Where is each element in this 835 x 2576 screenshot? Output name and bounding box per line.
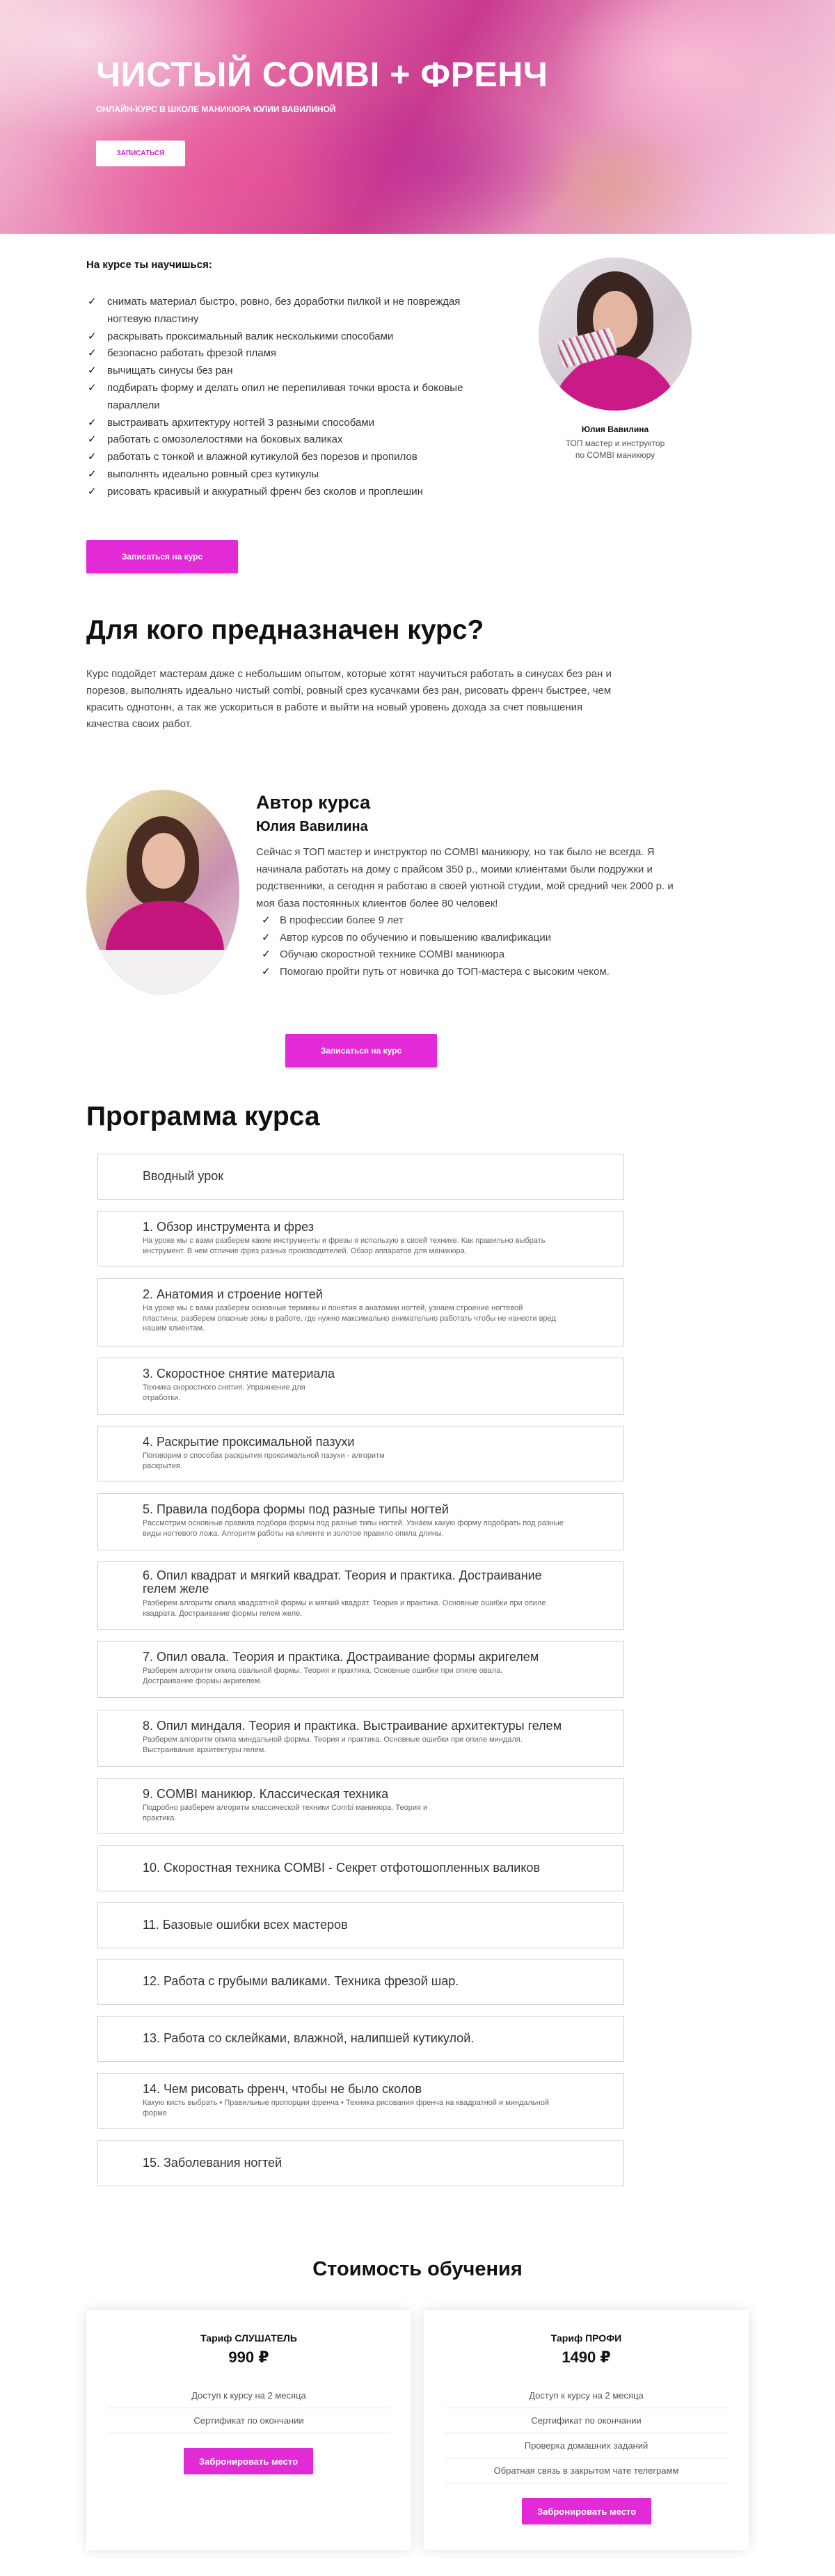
check-icon: ✓ [88, 468, 97, 480]
author-portrait [86, 790, 239, 994]
learn-item [86, 345, 504, 363]
achievement-text: Автор курсов по обучению и повышению квалификации [280, 931, 552, 944]
lesson-description: На уроке мы с вами разберем основные термины и понятия в анатомии ногтей, узнаем строение ногтевой пластины, разберем опасные зоны в работе, где нужно максимально внимательно работать чтобы не нанести вред нашим клиентам. [143, 1304, 556, 1333]
lesson-description: Какую кисть выбрать • Правильные пропорции френча • Техника рисования френча на квадратной и миндальной форме [143, 2099, 549, 2117]
lesson-title: 15. Заболевания ногтей [143, 2156, 283, 2170]
learn-item [86, 449, 504, 466]
check-icon: ✓ [88, 347, 97, 360]
author-caption-name: Юлия Вавилина [581, 424, 649, 434]
lesson-item[interactable] [97, 1561, 624, 1630]
lesson-title: 11. Базовые ошибки всех мастеров [143, 1918, 348, 1932]
lesson-description: Поговорим о способах раскрытия проксимальной пазухи - алгоритм раскрытия. [143, 1452, 385, 1470]
plan-feature: Доступ к курсу на 2 месяца [107, 2383, 390, 2408]
check-icon: ✓ [88, 416, 97, 429]
program-title: Программа курса [86, 1102, 320, 1131]
lesson-title: 13. Работа со склейками, влажной, налипшей кутикулой. [143, 2031, 475, 2045]
plan-feature: Сертификат по окончании [445, 2408, 728, 2433]
lesson-item[interactable] [97, 1278, 624, 1346]
signup-button[interactable]: Записаться на курс [86, 540, 238, 573]
lesson-title: 9. COMBI маникюр. Классическая техника [143, 1787, 389, 1801]
learn-item [86, 380, 504, 415]
author-role-line: по COMBI маникюру [575, 450, 655, 460]
lesson-description: Разберем алгоритм опила квадратной формы и мягкий квадрат. Теория и практика. Основные ошибки при опиле квадрата. Достраивание формы гелем желе. [143, 1599, 546, 1618]
achievement-item [262, 930, 610, 947]
check-icon: ✓ [262, 931, 271, 944]
learn-title: На курсе ты научишься: [86, 259, 212, 271]
plan-price: 1490 ₽ [562, 2348, 611, 2366]
check-icon: ✓ [88, 365, 97, 377]
lesson-title: 5. Правила подбора формы под разные типы ногтей [143, 1502, 449, 1516]
author-name: Юлия Вавилина [256, 819, 368, 834]
achievement-text: Обучаю скоростной технике COMBI маникюра [280, 948, 505, 960]
pricing-title: Стоимость обучения [312, 2258, 523, 2280]
plan-name: Тариф ПРОФИ [550, 2332, 622, 2344]
plan-feature: Доступ к курсу на 2 месяца [445, 2383, 728, 2408]
plan-feature: Проверка домашних заданий [445, 2433, 728, 2458]
lesson-title: 4. Раскрытие проксимальной пазухи [143, 1435, 355, 1449]
author-achievements [262, 912, 610, 980]
pricing-card-basic [86, 2310, 411, 2550]
lesson-title: 8. Опил миндаля. Теория и практика. Выстраивание архитектуры гелем [143, 1719, 562, 1733]
learn-item-text: безопасно работать фрезой пламя [107, 347, 277, 360]
lesson-item[interactable] [97, 1358, 624, 1415]
lesson-item[interactable] [97, 1493, 624, 1550]
pricing-card-pro [424, 2310, 749, 2550]
lesson-description: Разберем алгоритм опила миндальной формы. Теория и практика. Основные ошибки при опиле миндаля. Выстраивание архитектуры гелем. [143, 1735, 523, 1754]
learn-item-text: работать с тонкой и влажной кутикулой без порезов и пропилов [107, 451, 418, 463]
plan-feature: Сертификат по окончании [107, 2408, 390, 2433]
lesson-item[interactable] [97, 1154, 624, 1200]
achievement-text: Помогаю пройти путь от новичка до ТОП-мастера с высоким чеком. [280, 965, 610, 978]
learn-item-text: вычищать синусы без ран [107, 365, 233, 377]
lesson-item[interactable] [97, 1959, 624, 2005]
learn-item-text: рисовать красивый и аккуратный френч без сколов и проплешин [107, 485, 423, 498]
lesson-item[interactable] [97, 2016, 624, 2062]
lesson-title: 1. Обзор инструмента и фрез [143, 1220, 314, 1234]
lesson-description: Рассмотрим основные правила подбора формы под разные типы ногтей. Узнаем какую форму подобрать под разные виды ногтевого ложа. Алгоритм работы на клиенте и золотое правило опила длины. [143, 1519, 564, 1538]
lesson-title: 10. Скоростная техника COMBI - Секрет отфотошопленных валиков [143, 1861, 541, 1875]
achievement-text: В профессии более 9 лет [280, 914, 404, 926]
check-icon: ✓ [262, 965, 271, 978]
lesson-title: 2. Анатомия и строение ногтей [143, 1287, 323, 1301]
lesson-item[interactable] [97, 1710, 624, 1767]
lesson-description: На уроке мы с вами разберем какие инструменты и фрезы я использую в своей технике. Как правильно выбрать инструмент. В чем отличие фрез разных производителей. Обзор аппаратов для маникюра. [143, 1237, 546, 1255]
author-role-line: ТОП мастер и инструктор [565, 438, 665, 448]
lesson-title: 14. Чем рисовать френч, чтобы не было сколов [143, 2082, 422, 2096]
lesson-title: 3. Скоростное снятие материала [143, 1367, 335, 1381]
lesson-item[interactable] [97, 1211, 624, 1266]
plan-price: 990 ₽ [228, 2348, 269, 2366]
check-icon: ✓ [262, 948, 271, 960]
learn-item-text: работать с омозолелостями на боковых валиках [107, 434, 343, 446]
learn-item-text: подбирать форму и делать опил не перепиливая точки вроста и боковые параллели [107, 381, 463, 411]
learn-item [86, 294, 504, 328]
hero-subtitle: ОНЛАЙН-КУРС В ШКОЛЕ МАНИКЮРА ЮЛИИ ВАВИЛИНОЙ [96, 104, 336, 114]
book-button[interactable]: Забронировать место [522, 2498, 651, 2525]
lesson-title: Вводный урок [143, 1169, 224, 1183]
author-caption-role [539, 438, 692, 461]
lesson-item[interactable] [97, 1845, 624, 1891]
achievement-item [262, 912, 610, 930]
lesson-item[interactable] [97, 1902, 624, 1948]
for-whom-text: Курс подойдет мастерам даже с небольшим опытом, которые хотят научиться работать в синусах без ран и порезов, выполнять идеально чистый combi, ровный срез кусачками без ран, рисовать френч быстрее, чем красить однотонн, а так же ускориться в работе и выйти на новый уровень дохода за счет повышения качества своих работ. [86, 668, 612, 730]
learn-item-text: выполнять идеально ровный срез кутикулы [107, 468, 319, 480]
plan-name: Тариф СЛУШАТЕЛЬ [200, 2332, 297, 2344]
author-heading: Автор курса [256, 792, 371, 813]
lesson-item[interactable] [97, 2140, 624, 2186]
learn-item-text: снимать материал быстро, ровно, без доработки пилкой и не повреждая ногтевую пластину [107, 296, 461, 325]
check-icon: ✓ [262, 914, 271, 926]
check-icon: ✓ [88, 451, 97, 463]
achievement-item [262, 946, 610, 964]
signup-button-2[interactable]: Записаться на курс [285, 1034, 437, 1067]
learn-item [86, 431, 504, 449]
author-bio: Сейчас я ТОП мастер и инструктор по COMBI маникюру, но так было не всегда. Я начинала работать на дому с прайсом 350 р., моими клиентами были подружки и родственники, а сегодня я работаю в своей уютной студии, мой средний чек 2000 р. и моя база постоянных клиентов более 80 человек! [256, 846, 674, 909]
learn-list [86, 294, 504, 501]
lesson-item[interactable] [97, 1778, 624, 1834]
hero-signup-button[interactable]: ЗАПИСАТЬСЯ [96, 141, 185, 166]
check-icon: ✓ [88, 330, 97, 342]
check-icon: ✓ [88, 381, 97, 394]
lesson-item[interactable] [97, 1426, 624, 1481]
author-photo [539, 257, 692, 411]
hero-title: ЧИСТЫЙ COMBI + ФРЕНЧ [96, 55, 548, 94]
lesson-item[interactable] [97, 2073, 624, 2129]
learn-item [86, 484, 504, 501]
lesson-description: Подробно разберем алгоритм классической техники Combi маникюра. Теория и практика. [143, 1804, 428, 1822]
lesson-title: 12. Работа с грубыми валиками. Техника фрезой шар. [143, 1974, 459, 1988]
check-icon: ✓ [88, 296, 97, 308]
lesson-description: Разберем алгоритм опила овальной формы. Теория и практика. Основные ошибки при опиле овала. Достраивание формы акригелем. [143, 1667, 503, 1685]
learn-item-text: раскрывать проксимальный валик несколькими способами [107, 330, 394, 342]
achievement-item [262, 964, 610, 981]
learn-item [86, 466, 504, 484]
lesson-item[interactable] [97, 1641, 624, 1698]
lesson-description: Техника скоростного снятия. Упражнение для отработки. [143, 1383, 305, 1402]
learn-item [86, 415, 504, 432]
lesson-title: 7. Опил овала. Теория и практика. Достраивание формы акригелем [143, 1650, 539, 1664]
for-whom-title: Для кого предназначен курс? [86, 615, 484, 645]
learn-item [86, 363, 504, 380]
check-icon: ✓ [88, 434, 97, 446]
hero-banner [0, 0, 835, 234]
learn-item [86, 328, 504, 346]
lesson-title: 6. Опил квадрат и мягкий квадрат. Теория и практика. Достраивание гелем желе [143, 1568, 542, 1596]
book-button[interactable]: Забронировать место [184, 2448, 313, 2474]
learn-item-text: выстраивать архитектуру ногтей 3 разными способами [107, 416, 375, 429]
check-icon: ✓ [88, 485, 97, 498]
plan-feature: Обратная связь в закрытом чате телеграмм [445, 2458, 728, 2483]
